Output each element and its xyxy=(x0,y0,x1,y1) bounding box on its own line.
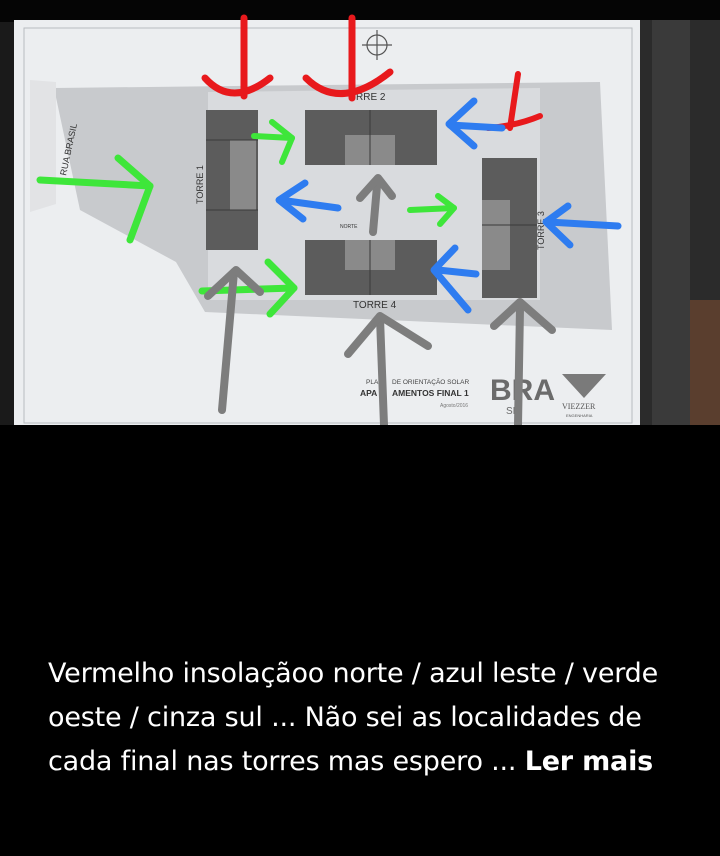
tower-2-block xyxy=(305,110,437,165)
street-label: RUA BRASIL xyxy=(58,122,79,177)
caption-text: Vermelho insolaçãoo norte / azul leste / verde oeste / cinza sul ... Não sei as localidades de cada final nas torres mas espero ... xyxy=(48,658,659,777)
tower-3-label: TORRE 3 xyxy=(536,211,546,250)
svg-text:BRA: BRA xyxy=(490,374,555,407)
svg-text:APA: APA xyxy=(360,388,378,398)
svg-text:SIL: SIL xyxy=(506,406,522,417)
svg-text:PLA: PLA xyxy=(366,379,379,386)
read-more-link[interactable]: Ler mais xyxy=(524,746,653,777)
tower-4-block xyxy=(305,240,437,295)
svg-text:Agosto/2016: Agosto/2016 xyxy=(440,403,469,409)
tower-1-block xyxy=(206,110,258,250)
svg-text:ENGENHARIA: ENGENHARIA xyxy=(566,413,593,418)
tower-1-label: TORRE 1 xyxy=(195,165,205,204)
tower-2-label: RRE 2 xyxy=(356,92,386,103)
post-photo[interactable] xyxy=(0,0,720,425)
north-label: NORTE xyxy=(340,224,358,230)
svg-text:VIEZZER: VIEZZER xyxy=(562,402,596,411)
svg-text:AMENTOS FINAL 1: AMENTOS FINAL 1 xyxy=(392,388,469,398)
tower-3-block xyxy=(482,158,537,298)
site-plan-photo xyxy=(0,0,720,425)
svg-text:DE ORIENTAÇÃO SOLAR: DE ORIENTAÇÃO SOLAR xyxy=(392,379,470,386)
tower-4-label: TORRE 4 xyxy=(353,300,397,311)
post-caption xyxy=(48,652,680,784)
